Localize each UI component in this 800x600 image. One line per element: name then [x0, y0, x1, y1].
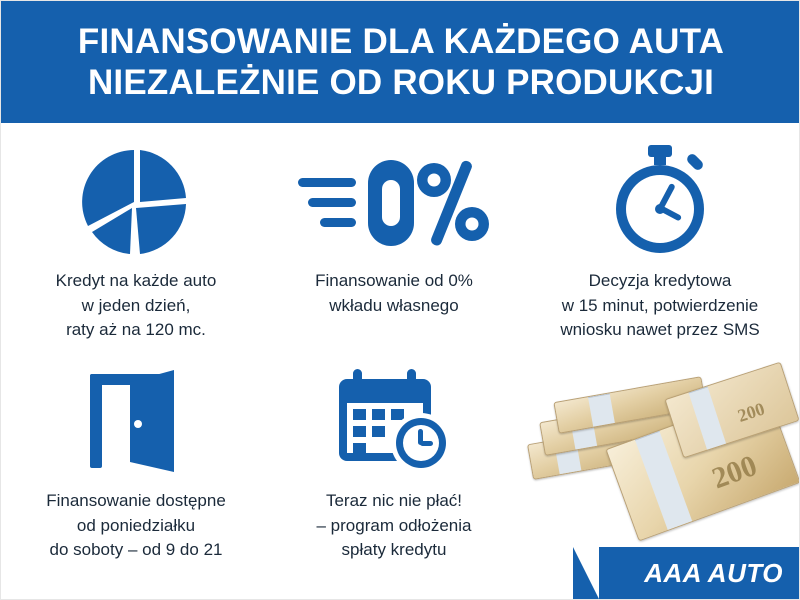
logo-text: AAA AUTO [644, 557, 783, 588]
feature-item-availability [11, 361, 261, 563]
feature-caption [560, 269, 759, 343]
banknote-value: 200 [707, 448, 762, 496]
feature-caption-line: wniosku nawet przez SMS [560, 320, 760, 340]
feature-caption-line: od poniedziałku [76, 515, 196, 535]
feature-caption-line: raty aż na 120 mc. [66, 320, 206, 340]
feature-caption-line: w 15 minut, potwierdzenie [561, 295, 759, 315]
feature-caption [317, 489, 472, 563]
feature-caption [315, 269, 473, 318]
feature-caption-line: spłaty kredytu [341, 540, 447, 560]
stopwatch-icon [600, 141, 720, 261]
feature-item-decision-time [529, 141, 791, 343]
feature-caption-line: Kredyt na każde auto [55, 271, 217, 290]
banknote-stacks-photo [521, 359, 800, 539]
feature-caption-line: Decyzja kredytowa [588, 271, 732, 290]
feature-caption-line: do soboty – od 9 do 21 [49, 540, 223, 560]
feature-item-zero-percent [269, 141, 519, 318]
pie-chart-icon [76, 141, 196, 261]
headline-line-1: FINANSOWANIE DLA KAŻDEGO AUTA [77, 21, 725, 61]
headline-line-2: NIEZALEŻNIE OD ROKU PRODUKCJI [87, 63, 715, 102]
feature-caption-line: Teraz nic nie płać! [325, 491, 463, 510]
feature-caption-line: – program odłożenia [316, 515, 472, 535]
feature-caption [56, 269, 217, 343]
aaa-auto-logo [599, 547, 799, 599]
feature-caption [46, 489, 226, 563]
banknote-value: 200 [735, 398, 768, 426]
open-door-icon [76, 361, 196, 481]
feature-item-credit [11, 141, 261, 343]
feature-item-deferred-payment [269, 361, 519, 563]
feature-caption-line: wkładu własnego [329, 295, 459, 315]
zero-percent-icon [294, 141, 494, 261]
feature-caption-line: Finansowanie dostępne [46, 491, 226, 510]
feature-caption-line: Finansowanie od 0% [315, 271, 473, 290]
feature-caption-line: w jeden dzień, [81, 295, 191, 315]
banknote-band [588, 393, 615, 428]
banknote-band [688, 386, 726, 451]
header-banner [1, 1, 800, 123]
calendar-clock-icon [329, 361, 459, 481]
